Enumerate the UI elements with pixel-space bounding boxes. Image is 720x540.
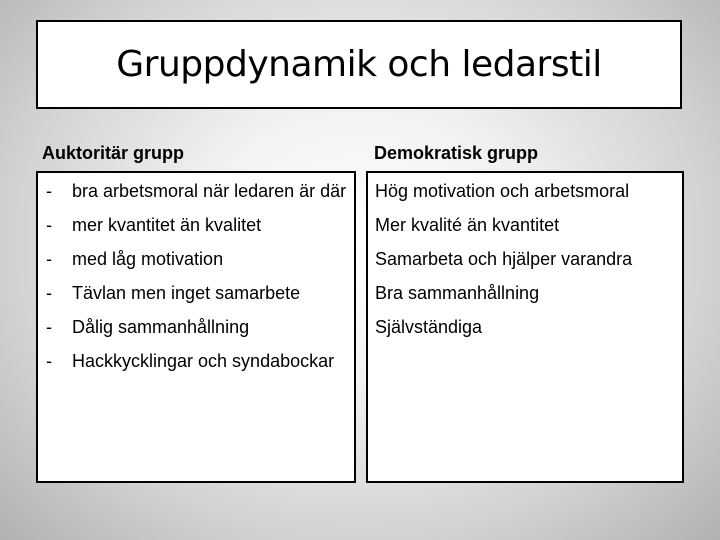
dash-bullet: - <box>46 283 52 303</box>
heading-auktoritar: Auktoritär grupp <box>42 143 184 163</box>
dash-bullet: - <box>46 215 52 235</box>
list-item-text: bra arbetsmoral när ledaren är där <box>72 181 347 201</box>
heading-demokratisk: Demokratisk grupp <box>374 143 539 163</box>
slide-title: Gruppdynamik och ledarstil <box>116 44 602 85</box>
list-item: Bra sammanhållning <box>375 283 540 303</box>
list-item-text: med låg motivation <box>72 249 224 269</box>
list-item-text: Tävlan men inget samarbete <box>72 283 301 303</box>
list-item <box>46 214 348 237</box>
list-item <box>46 248 348 271</box>
list-item-text: Dålig sammanhållning <box>72 317 250 337</box>
list-item-text: Hackkycklingar och syndabockar <box>72 351 335 371</box>
auktoritar-list-box <box>36 171 356 483</box>
list-item <box>46 282 348 305</box>
list-item-text: mer kvantitet än kvalitet <box>72 215 262 235</box>
title-box <box>36 20 682 109</box>
list-item <box>46 180 348 203</box>
list-item: Samarbeta och hjälper varandra <box>375 249 633 269</box>
list-item: Självständiga <box>375 317 483 337</box>
dash-bullet: - <box>46 249 52 269</box>
list-item: Mer kvalité än kvantitet <box>375 215 560 235</box>
list-item <box>46 350 348 373</box>
dash-bullet: - <box>46 181 52 201</box>
dash-bullet: - <box>46 317 52 337</box>
list-item <box>46 316 348 339</box>
list-item: Hög motivation och arbetsmoral <box>375 181 630 201</box>
auktoritar-list <box>46 180 348 373</box>
demokratisk-list-box <box>366 171 684 483</box>
dash-bullet: - <box>46 351 52 371</box>
